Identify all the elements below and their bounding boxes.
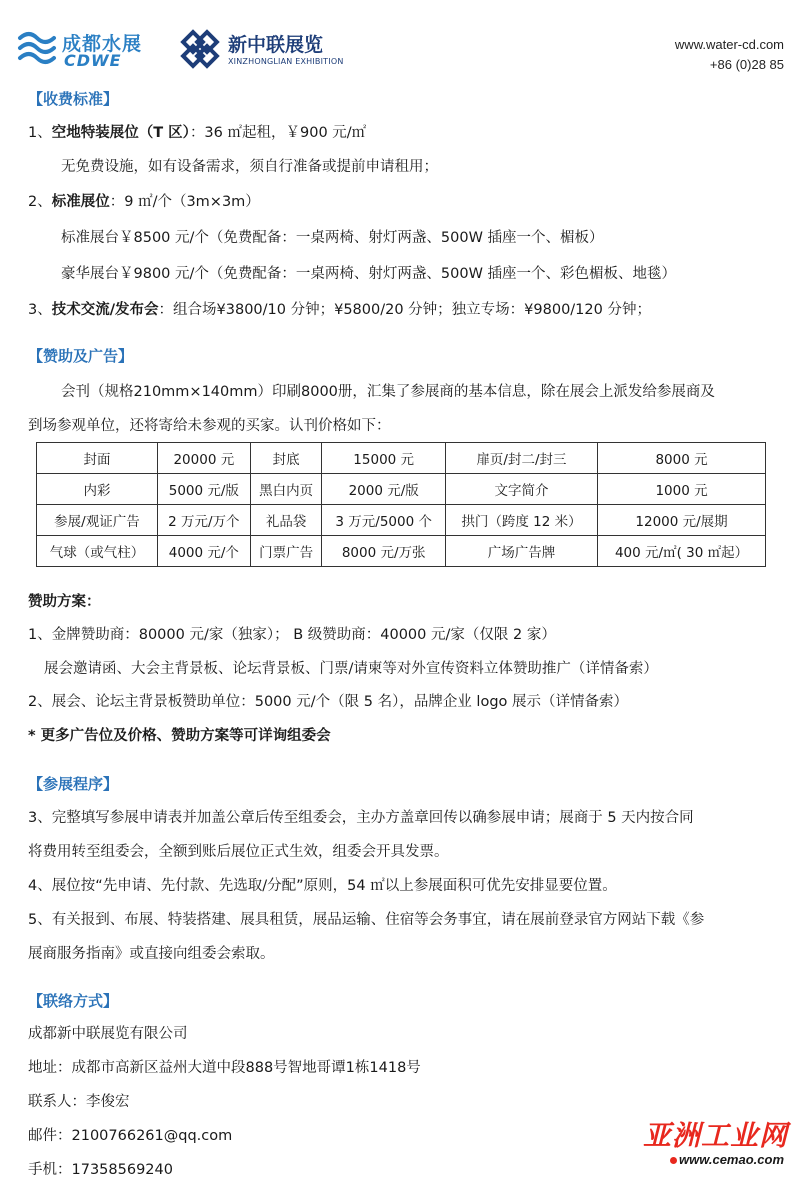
cemao-watermark bbox=[642, 1114, 788, 1176]
knot-logo-icon bbox=[178, 28, 222, 70]
xinzhonglian-logo bbox=[178, 26, 348, 72]
section-title-procedure: 【参展程序】 bbox=[28, 775, 119, 793]
cdwe-logo bbox=[16, 26, 156, 72]
watermark-chinese: 亚洲工业网 bbox=[642, 1119, 788, 1152]
table-cell: 2000 元/版 bbox=[322, 474, 445, 505]
table-cell: 扉页/封二/封三 bbox=[445, 443, 597, 474]
table-row bbox=[37, 536, 766, 567]
table-cell: 5000 元/版 bbox=[157, 474, 250, 505]
standard-booth-line: 标准展台￥8500 元/个（免费配备：一桌两椅、射灯两盏、500W 插座一个、楣板） bbox=[61, 230, 604, 246]
item-detail: ：组合场¥3800/10 分钟；¥5800/20 分钟；独立专场：¥9800/120 分钟； bbox=[158, 302, 651, 318]
sponsor-plan-2: 2、展会、论坛主背景板赞助单位：5000 元/个（限 5 名），品牌企业 logo 展示（详情备索） bbox=[28, 694, 629, 710]
table-cell: 20000 元 bbox=[157, 443, 250, 474]
fee-item-2 bbox=[28, 190, 260, 211]
table-cell: 参展/观证广告 bbox=[37, 505, 158, 536]
procedure-step-3-line-1: 3、完整填写参展申请表并加盖公章后传至组委会，主办方盖章回传以确参展申请；展商于 5 天内按合同 bbox=[28, 810, 694, 826]
table-cell: 拱门（跨度 12 米） bbox=[445, 505, 597, 536]
procedure-step-4: 4、展位按“先申请、先付款、先选取/分配”原则，54 ㎡以上参展面积可优先安排显要位置。 bbox=[28, 878, 617, 894]
fee-item-1-note: 无免费设施，如有设备需求，须自行准备或提前申请租用； bbox=[61, 159, 438, 175]
table-cell: 1000 元 bbox=[598, 474, 766, 505]
table-cell: 封面 bbox=[37, 443, 158, 474]
section-title-contact: 【联络方式】 bbox=[28, 992, 119, 1010]
table-cell: 礼品袋 bbox=[250, 505, 322, 536]
section-title-fees: 【收费标准】 bbox=[28, 90, 119, 108]
table-cell: 内彩 bbox=[37, 474, 158, 505]
company-name: 成都新中联展览有限公司 bbox=[28, 1026, 188, 1042]
table-cell: 广场广告牌 bbox=[445, 536, 597, 567]
item-number: 3、 bbox=[28, 302, 52, 318]
website-url: www.water-cd.com bbox=[674, 37, 784, 52]
table-cell: 8000 元 bbox=[598, 443, 766, 474]
table-cell: 气球（或气柱） bbox=[37, 536, 158, 567]
procedure-step-5-line-1: 5、有关报到、布展、特装搭建、展具租赁，展品运输、住宿等会务事宜，请在展前登录官方网站下载《参 bbox=[28, 912, 705, 928]
item-heading: 空地特装展位（T 区） bbox=[51, 125, 190, 141]
logo-english-name: CDWE bbox=[64, 51, 122, 70]
table-cell: 4000 元/个 bbox=[157, 536, 250, 567]
table-cell: 3 万元/5000 个 bbox=[322, 505, 445, 536]
sponsor-plan-1: 1、金牌赞助商：80000 元/家（独家）； B 级赞助商：40000 元/家（仅限 2 家） bbox=[28, 627, 556, 643]
fee-item-1 bbox=[28, 121, 366, 142]
table-cell: 封底 bbox=[250, 443, 322, 474]
item-number: 2、 bbox=[28, 194, 52, 210]
procedure-step-3-line-2: 将费用转至组委会，全额到账后展位正式生效，组委会开具发票。 bbox=[28, 844, 449, 860]
table-row bbox=[37, 505, 766, 536]
table-cell: 12000 元/展期 bbox=[598, 505, 766, 536]
table-cell: 15000 元 bbox=[322, 443, 445, 474]
logo-chinese-name: 成都水展 bbox=[62, 33, 143, 55]
procedure-step-5-line-2: 展商服务指南》或直接向组委会索取。 bbox=[28, 946, 275, 962]
sponsor-note: * 更多广告位及价格、赞助方案等可详询组委会 bbox=[28, 728, 331, 744]
table-row bbox=[37, 443, 766, 474]
item-detail: ：9 ㎡/个（3m×3m） bbox=[109, 194, 260, 210]
table-row bbox=[37, 474, 766, 505]
item-heading: 标准展位 bbox=[51, 194, 110, 210]
sponsor-plan-title: 赞助方案： bbox=[28, 594, 101, 610]
table-cell: 2 万元/万个 bbox=[157, 505, 250, 536]
table-cell: 400 元/㎡( 30 ㎡起） bbox=[598, 536, 766, 567]
contact-person: 联系人：李俊宏 bbox=[28, 1094, 130, 1110]
table-cell: 文字简介 bbox=[445, 474, 597, 505]
fee-item-3 bbox=[28, 298, 651, 319]
catalog-intro-line-1: 会刊（规格210mm×140mm）印刷8000册，汇集了参展商的基本信息，除在展会上派发给参展商及 bbox=[61, 384, 715, 400]
watermark-url bbox=[670, 1152, 784, 1167]
table-cell: 黑白内页 bbox=[250, 474, 322, 505]
item-number: 1、 bbox=[28, 125, 52, 141]
company-address: 地址：成都市高新区益州大道中段888号智地哥谭1栋1418号 bbox=[28, 1060, 421, 1076]
watermark-url-text: www.cemao.com bbox=[679, 1152, 784, 1167]
contact-email: 邮件：2100766261@qq.com bbox=[28, 1128, 233, 1144]
logo-english-name: XINZHONGLIAN EXHIBITION bbox=[228, 57, 344, 66]
item-heading: 技术交流/发布会 bbox=[51, 302, 159, 318]
ad-price-table bbox=[36, 442, 766, 567]
water-waves-icon bbox=[16, 28, 58, 68]
logo-chinese-name: 新中联展览 bbox=[228, 34, 324, 56]
sponsor-plan-1-detail: 展会邀请函、大会主背景板、论坛背景板、门票/请柬等对外宣传资料立体赞助推广（详情备索） bbox=[44, 661, 658, 677]
telephone: +86 (0)28 85 bbox=[709, 57, 784, 72]
deluxe-booth-line: 豪华展台￥9800 元/个（免费配备：一桌两椅、射灯两盏、500W 插座一个、彩色楣板、地毯） bbox=[61, 266, 677, 282]
contact-phone: 手机：17358569240 bbox=[28, 1162, 173, 1178]
catalog-intro-line-2: 到场参观单位，还将寄给未参观的买家。认刊价格如下： bbox=[28, 418, 391, 434]
red-dot-icon bbox=[670, 1157, 677, 1164]
table-cell: 8000 元/万张 bbox=[322, 536, 445, 567]
section-title-sponsor: 【赞助及广告】 bbox=[28, 347, 134, 365]
item-detail: ：36 ㎡起租，￥900 元/㎡ bbox=[189, 125, 367, 141]
table-cell: 门票广告 bbox=[250, 536, 322, 567]
